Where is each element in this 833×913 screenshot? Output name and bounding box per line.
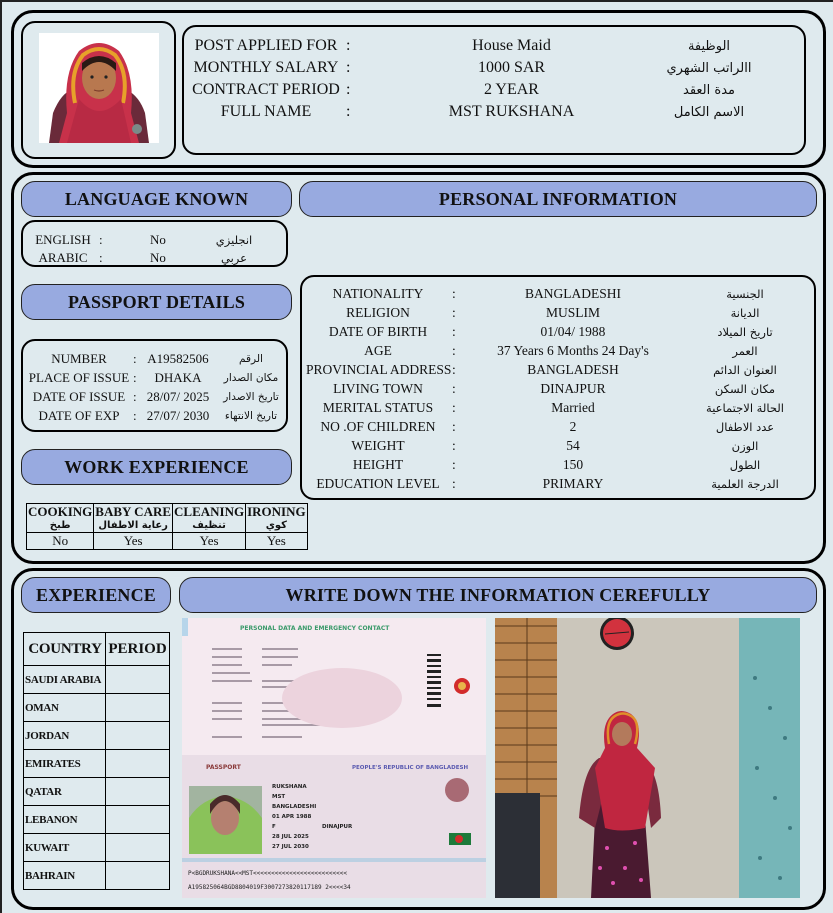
personal-info-row (302, 360, 814, 379)
passport-row (23, 368, 286, 387)
personal-info-colon: : (452, 361, 456, 377)
personal-info-colon: : (452, 285, 456, 301)
summary-value: 2 YEAR (484, 81, 539, 98)
skills-table (26, 503, 308, 550)
personal-info-field-value: 2 (569, 418, 577, 434)
experience-period[interactable] (106, 666, 170, 694)
personal-info-field-value: BANGLADESHI (525, 285, 621, 301)
skill-babycare-header (94, 504, 173, 533)
personal-info-field-label: PROVINCIAL ADDRESS (306, 361, 452, 377)
personal-info-field-arabic: عدد الاطفال (715, 419, 775, 434)
personal-info-colon: : (452, 399, 456, 415)
experience-row (24, 862, 170, 890)
skill-babycare-value: Yes (94, 533, 173, 550)
summary-label: FULL NAME (220, 103, 312, 120)
language-arabic: انجليزي (215, 233, 253, 247)
personal-info-field-label: LIVING TOWN (333, 380, 423, 396)
experience-row (24, 834, 170, 862)
personal-info-row (302, 341, 814, 360)
passport-given-name: MST (272, 794, 286, 800)
personal-information-header: PERSONAL INFORMATION (299, 181, 817, 217)
summary-arabic: الوظيفة (687, 38, 731, 54)
personal-info-row (302, 417, 814, 436)
experience-country: LEBANON (24, 806, 106, 834)
passport-field-arabic: مكان الصدار (223, 371, 279, 384)
passport-scan-image (182, 618, 486, 898)
personal-info-field-label: WEIGHT (351, 437, 405, 453)
personal-info-row (302, 379, 814, 398)
personal-info-row (302, 398, 814, 417)
personal-info-field-arabic: الطول (729, 457, 761, 472)
personal-info-field-label: DATE OF BIRTH (328, 323, 428, 339)
skill-label: COOKING (28, 504, 93, 519)
summary-row-salary (184, 57, 804, 79)
personal-info-field-value: 01/04/ 1988 (540, 323, 606, 339)
personal-info-field-label: EDUCATION LEVEL (316, 475, 440, 491)
language-colon: : (99, 250, 103, 265)
personal-info-colon: : (452, 437, 456, 453)
skill-label: IRONING (247, 504, 306, 519)
personal-info-field-value: 37 Years 6 Months 24 Day's (497, 342, 649, 358)
passport-field-label: DATE OF EXP (38, 407, 120, 423)
country-column-header: COUNTRY (24, 633, 106, 666)
passport-field-value: 28/07/ 2025 (146, 388, 210, 404)
passport-sex: F (272, 824, 276, 830)
profile-photo-frame (21, 21, 176, 159)
summary-label: POST APPLIED FOR (194, 37, 338, 54)
personal-info-colon: : (452, 456, 456, 472)
language-value: No (150, 232, 166, 247)
passport-row (23, 349, 286, 368)
experience-row (24, 806, 170, 834)
summary-arabic: مدة العقد (683, 82, 735, 98)
skill-ironing-value: Yes (246, 533, 308, 550)
skill-cooking-header (27, 504, 94, 533)
summary-value: MST RUKSHANA (448, 103, 575, 120)
experience-country: QATAR (24, 778, 106, 806)
passport-field-value: 27/07/ 2030 (146, 407, 210, 423)
skill-label: CLEANING (174, 504, 245, 519)
personal-info-field-arabic: الوزن (731, 438, 759, 453)
language-arabic: عربي (221, 251, 247, 265)
passport-surname: RUKSHANA (272, 784, 307, 790)
experience-row (24, 722, 170, 750)
passport-nationality: BANGLADESHI (272, 804, 317, 810)
skill-cleaning-value: Yes (173, 533, 246, 550)
experience-row (24, 750, 170, 778)
experience-row (24, 666, 170, 694)
passport-expiry-date: 27 JUL 2030 (272, 844, 309, 850)
passport-colon: : (133, 369, 137, 385)
summary-colon: : (346, 59, 351, 76)
skill-label: BABY CARE (95, 504, 172, 519)
passport-details-header: PASSPORT DETAILS (21, 284, 292, 320)
personal-info-colon: : (452, 323, 456, 339)
language-row-arabic (23, 249, 286, 267)
passport-word: PASSPORT (206, 764, 241, 771)
summary-colon: : (346, 81, 351, 98)
passport-field-arabic: تاريخ الاصدار (223, 390, 279, 403)
experience-table (23, 632, 170, 890)
passport-scan (182, 618, 486, 898)
personal-info-field-arabic: الحالة الاجتماعية (706, 400, 784, 415)
skill-arabic: كوي (265, 520, 287, 531)
skill-cleaning-header (173, 504, 246, 533)
summary-label: MONTHLY SALARY (193, 59, 339, 76)
personal-info-field-arabic: مكان السكن (714, 381, 776, 396)
skill-cooking-value: No (27, 533, 94, 550)
passport-field-label: DATE OF ISSUE (32, 388, 126, 404)
personal-info-field-value: 150 (562, 456, 584, 472)
full-body-photo-graphic (495, 618, 800, 898)
experience-row (24, 694, 170, 722)
summary-colon: : (346, 37, 351, 54)
personal-info-colon: : (452, 380, 456, 396)
personal-info-field-arabic: الجنسية (726, 286, 764, 301)
passport-field-value: A19582506 (147, 350, 209, 366)
experience-period[interactable] (106, 862, 170, 890)
passport-row (23, 406, 286, 425)
personal-info-colon: : (452, 418, 456, 434)
language-label: ARABIC (38, 250, 88, 265)
personal-info-field-arabic: العمر (732, 343, 758, 358)
summary-value: 1000 SAR (477, 59, 546, 76)
passport-field-arabic: الرقم (239, 352, 263, 365)
personal-info-field-label: AGE (364, 342, 392, 358)
personal-info-field-value: Married (551, 399, 595, 415)
passport-colon: : (133, 350, 137, 366)
passport-row (23, 387, 286, 406)
summary-value: House Maid (472, 37, 551, 54)
personal-info-row (302, 474, 814, 493)
passport-place: DINAJPUR (322, 824, 353, 830)
language-row-english (23, 231, 286, 249)
summary-row-name (184, 101, 804, 123)
language-colon: : (99, 232, 103, 247)
experience-period[interactable] (106, 694, 170, 722)
passport-field-value: DHAKA (154, 369, 202, 385)
work-experience-header: WORK EXPERIENCE (21, 449, 292, 485)
personal-info-field-value: 54 (566, 437, 580, 453)
job-summary-box (182, 25, 806, 155)
passport-colon: : (133, 407, 137, 423)
period-column-header: PERIOD (106, 633, 170, 666)
personal-info-field-arabic: الدرجة العلمية (711, 476, 779, 491)
skill-arabic: تنظيف (192, 520, 226, 531)
personal-info-field-value: PRIMARY (542, 475, 604, 491)
personal-info-field-label: RELIGION (346, 304, 410, 320)
language-value: No (150, 250, 166, 265)
passport-details-box (21, 339, 288, 432)
skill-arabic: رعاية الاطفال (98, 520, 168, 531)
experience-period[interactable] (106, 778, 170, 806)
passport-mrz-line-2: A195825064BGD8804019F3007273820117189 2<<<<34 (188, 884, 351, 891)
experience-country: EMIRATES (24, 750, 106, 778)
personal-info-field-arabic: الديانة (730, 305, 760, 320)
personal-info-field-label: HEIGHT (352, 456, 404, 472)
personal-information-box (300, 275, 816, 500)
passport-top-title: PERSONAL DATA AND EMERGENCY CONTACT (240, 625, 390, 632)
experience-country: BAHRAIN (24, 862, 106, 890)
personal-info-field-label: NATIONALITY (332, 285, 424, 301)
experience-period[interactable] (106, 834, 170, 862)
summary-arabic: الاسم الكامل (673, 104, 745, 120)
passport-field-label: PLACE OF ISSUE (28, 369, 130, 385)
summary-arabic: االراتب الشهري (666, 60, 752, 76)
personal-info-field-label: MERITAL STATUS (322, 399, 434, 415)
write-down-header: WRITE DOWN THE INFORMATION CEREFULLY (179, 577, 817, 613)
passport-colon: : (133, 388, 137, 404)
personal-info-field-value: DINAJPUR (540, 380, 606, 396)
summary-label: CONTRACT PERIOD (192, 81, 340, 98)
experience-period[interactable] (106, 722, 170, 750)
experience-period[interactable] (106, 750, 170, 778)
passport-field-arabic: تاريخ الانتهاء (224, 409, 278, 422)
personal-info-field-value: MUSLIM (545, 304, 600, 320)
passport-issue-date: 28 JUL 2025 (272, 834, 309, 840)
experience-country: SAUDI ARABIA (24, 666, 106, 694)
profile-photo (39, 33, 159, 143)
language-label: ENGLISH (35, 232, 91, 247)
personal-info-colon: : (452, 342, 456, 358)
personal-info-field-arabic: العنوان الدائم (713, 362, 777, 377)
experience-header: EXPERIENCE (21, 577, 171, 613)
passport-country-title: PEOPLE'S REPUBLIC OF BANGLADESH (352, 765, 469, 771)
personal-info-row (302, 322, 814, 341)
personal-info-row (302, 455, 814, 474)
full-body-photo (495, 618, 800, 898)
experience-country: KUWAIT (24, 834, 106, 862)
experience-country: OMAN (24, 694, 106, 722)
summary-colon: : (346, 103, 351, 120)
personal-info-row (302, 436, 814, 455)
summary-row-post (184, 35, 804, 57)
personal-info-field-value: BANGLADESH (527, 361, 619, 377)
experience-period[interactable] (106, 806, 170, 834)
summary-row-contract (184, 79, 804, 101)
personal-info-row (302, 303, 814, 322)
skill-ironing-header (246, 504, 308, 533)
skill-arabic: طبخ (49, 520, 71, 531)
passport-dob: 01 APR 1988 (272, 814, 312, 820)
language-box (21, 220, 288, 267)
passport-field-label: NUMBER (51, 350, 107, 366)
personal-info-colon: : (452, 475, 456, 491)
personal-info-colon: : (452, 304, 456, 320)
experience-row (24, 778, 170, 806)
experience-country: JORDAN (24, 722, 106, 750)
personal-info-field-arabic: تاريخ الميلاد (717, 324, 773, 339)
language-known-header: LANGUAGE KNOWN (21, 181, 292, 217)
passport-mrz-line-1: P<BGDRUKSHANA<<MST<<<<<<<<<<<<<<<<<<<<<<<<<< (188, 870, 347, 877)
personal-info-field-label: NO .OF CHILDREN (320, 418, 436, 434)
personal-info-row (302, 284, 814, 303)
